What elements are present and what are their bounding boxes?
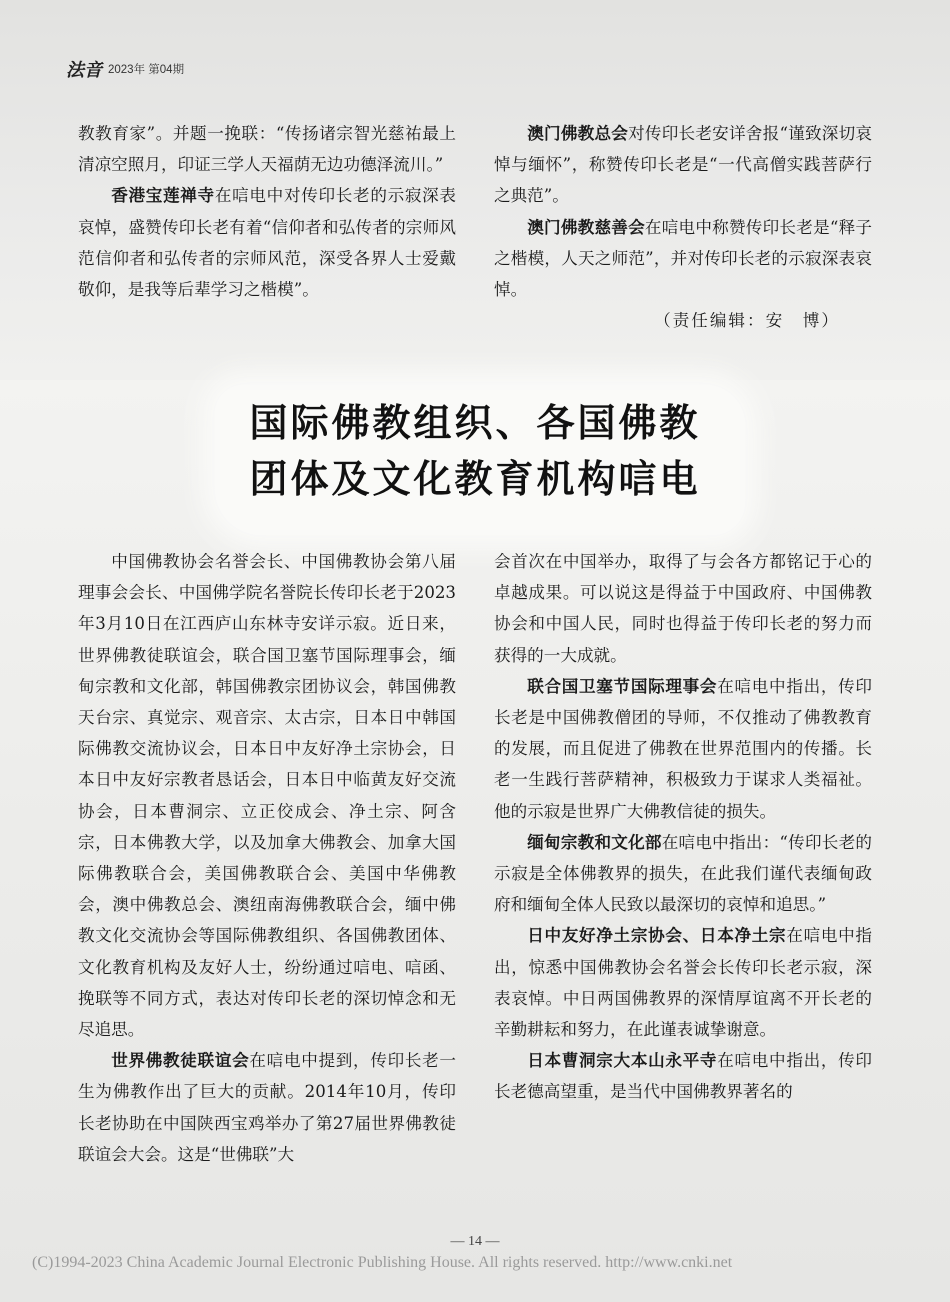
- paragraph: 教教育家”。并题一挽联：“传扬诸宗智光慈祐最上清凉空照月，印证三学人天福荫无边功德泽流川。”: [78, 124, 456, 175]
- paragraph: 日本曹洞宗大本山永平寺在唁电中指出，传印长老德高望重，是当代中国佛教界著名的: [494, 1051, 873, 1102]
- paragraph: 联合国卫塞节国际理事会在唁电中指出，传印长老是中国佛教僧团的导师，不仅推动了佛教教育的发展，而且促进了佛教在世界范围内的传播。长老一生践行菩萨精神，积极致力于谋求人类福祉。他的示寂是世界广大佛教信徒的损失。: [494, 676, 873, 821]
- paragraph: 日中友好净土宗协会、日本净土宗在唁电中指出，惊悉中国佛教协会名誉会长传印长老示寂，深表哀悼。中日两国佛教界的深情厚谊离不开长老的辛勤耕耘和努力，在此谨表诚挚谢意。: [494, 926, 873, 1040]
- top-right-column: [494, 118, 872, 336]
- top-left-column: [78, 118, 456, 305]
- title-line-2: 团体及文化教育机构唁电: [249, 456, 701, 501]
- organization-name: 香港宝莲禅寺: [111, 186, 215, 206]
- organization-name: 日本曹洞宗大本山永平寺: [527, 1051, 718, 1071]
- paragraph: 中国佛教协会名誉会长、中国佛教协会第八届理事会会长、中国佛学院名誉院长传印长老于2023年3月10日在江西庐山东林寺安详示寂。近日来，世界佛教徒联谊会，联合国卫塞节国际理事会，缅甸宗教和文化部，韩国佛教宗团协议会，韩国佛教天台宗、真觉宗、观音宗、太古宗，日本日中韩国际佛教交流协议会，日本日中友好净土宗协会，日本日中友好宗教者恳话会，日本日中临黄友好交流协会，日本曹洞宗、立正佼成会、净土宗、阿含宗，日本佛教大学，以及加拿大佛教会、加拿大国际佛教联合会，美国佛教联合会、美国中华佛教会，澳中佛教总会、澳纽南海佛教联合会，缅中佛教文化交流协会等国际佛教组织、各国佛教团体、文化教育机构及友好人士，纷纷通过唁电、唁函、挽联等不同方式，表达对传印长老的深切悼念和无尽追思。: [78, 552, 456, 1040]
- paragraph: 缅甸宗教和文化部在唁电中指出：“传印长老的示寂是全体佛教界的损失，在此我们谨代表缅甸政府和缅甸全体人民致以最深切的哀悼和追思。”: [494, 832, 872, 915]
- journal-header: [66, 58, 184, 80]
- organization-name: 澳门佛教总会: [527, 124, 629, 143]
- copyright-watermark: (C)1994-2023 China Academic Journal Electronic Publishing House. All rights reserved. http://www.cnki.net: [32, 1254, 733, 1271]
- title-line-1: 国际佛教组织、各国佛教: [249, 400, 701, 445]
- organization-name: 澳门佛教慈善会: [527, 217, 645, 237]
- paragraph: 澳门佛教慈善会在唁电中称赞传印长老是“释子之楷模，人天之师范”，并对传印长老的示寂深表哀悼。: [494, 217, 873, 300]
- organization-name: 日中友好净土宗协会、日本净土宗: [527, 926, 787, 946]
- article-title: [150, 395, 800, 507]
- bottom-left-column: [78, 546, 456, 1170]
- organization-name: 世界佛教徒联谊会: [111, 1051, 250, 1071]
- page-number: — 14 —: [450, 1234, 500, 1249]
- editor-credit: （责任编辑：安 博）: [654, 311, 840, 331]
- bottom-right-column: [494, 546, 872, 1108]
- paragraph: 会首次在中国举办，取得了与会各方都铭记于心的卓越成果。可以说这是得益于中国政府、中国佛教协会和中国人民，同时也得益于传印长老的努力而获得的一大成就。: [494, 552, 872, 665]
- organization-name: 缅甸宗教和文化部: [527, 832, 662, 852]
- paragraph: 香港宝莲禅寺在唁电中对传印长老的示寂深表哀悼，盛赞传印长老有着“信仰者和弘传者的宗师风范信仰者和弘传者的宗师风范，深受各界人士爱戴敬仰，是我等后辈学习之楷模”。: [78, 186, 457, 300]
- journal-logo: 法音: [66, 60, 102, 81]
- paragraph: 澳门佛教总会对传印长老安详舍报“谨致深切哀悼与缅怀”，称赞传印长老是“一代高僧实践菩萨行之典范”。: [494, 124, 873, 206]
- organization-name: 联合国卫塞节国际理事会: [527, 676, 718, 696]
- paragraph: 世界佛教徒联谊会在唁电中提到，传印长老一生为佛教作出了巨大的贡献。2014年10月，传印长老协助在中国陕西宝鸡举办了第27届世界佛教徒联谊会大会。这是“世佛联”大: [78, 1051, 457, 1164]
- issue-label: 2023年 第04期: [108, 64, 185, 76]
